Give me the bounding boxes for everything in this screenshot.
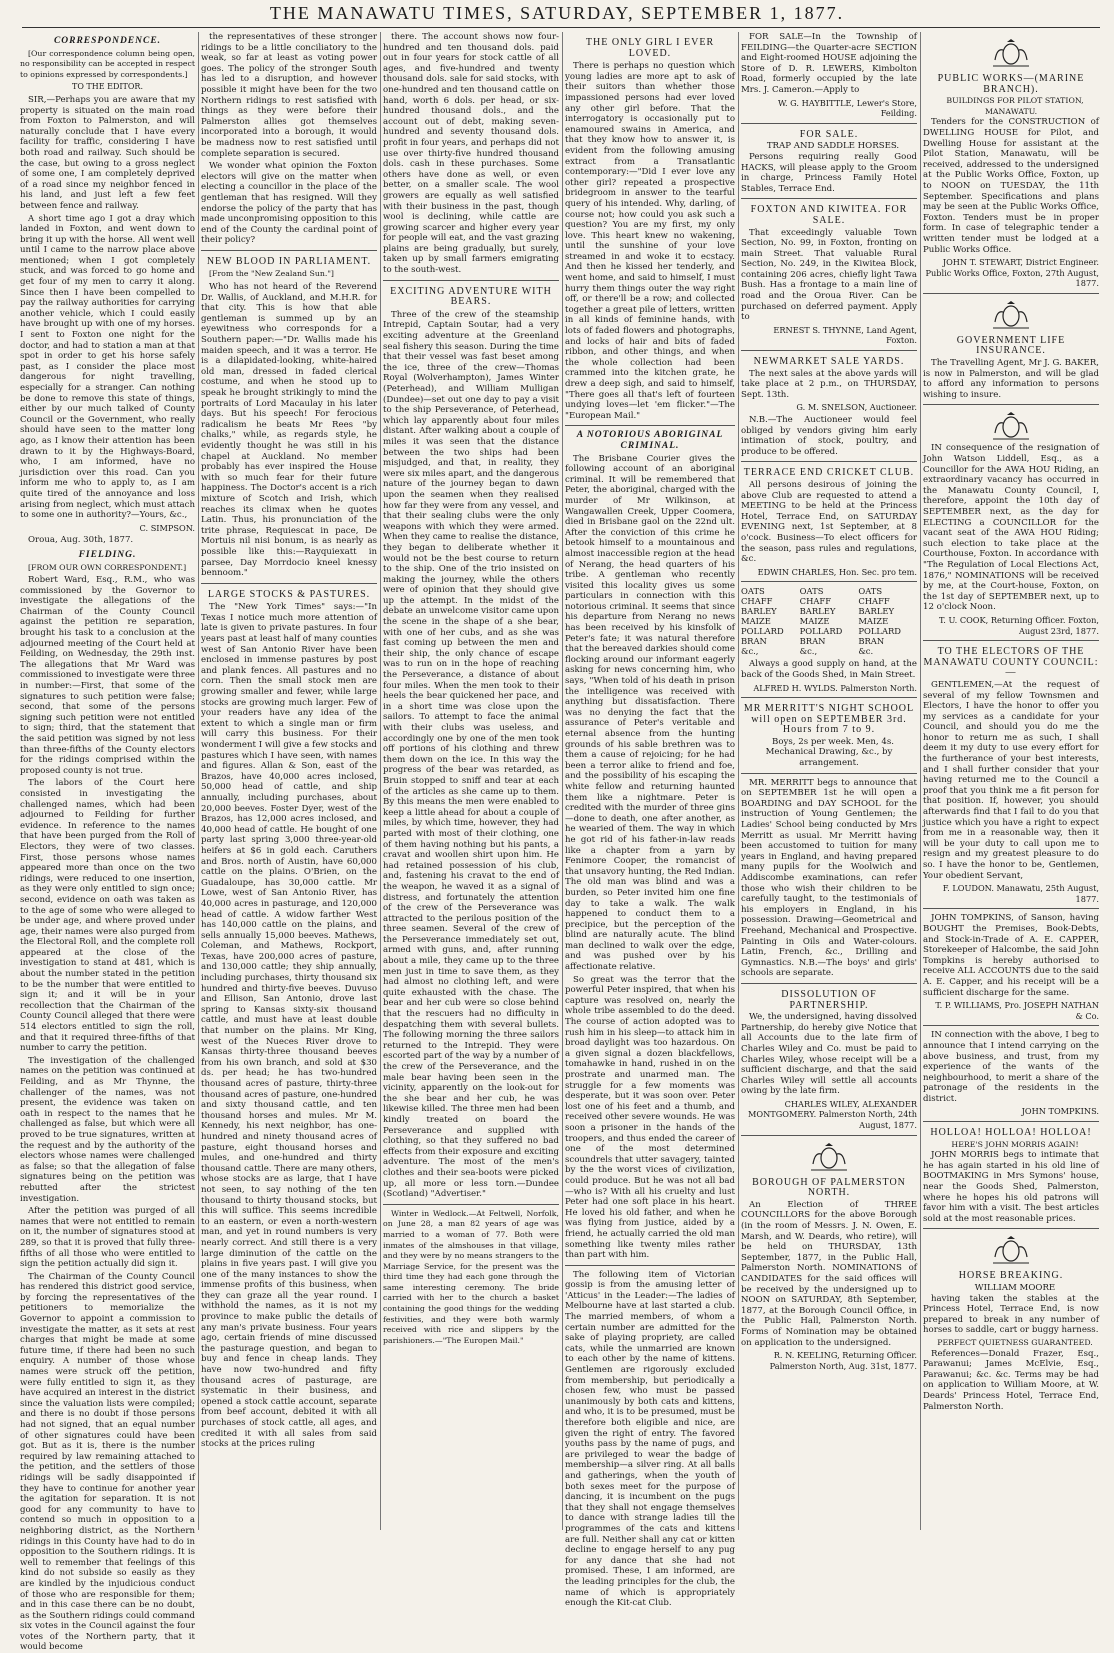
signature: ERNEST S. THYNNE, Land Agent, Foxton.	[773, 324, 917, 346]
ad-heading: TERRACE END CRICKET CLUB.	[743, 467, 915, 479]
advertisement: References—Donald Frazer, Esq., Parawanui; James McElvie, Esq., Parawanui; &c. &c. Terms may be had on application to William Moore, at W. Deards' Princess Hotel, Terrace End, Palmerston North.	[923, 1348, 1099, 1412]
royal-crest-icon	[807, 1142, 851, 1172]
advertisement: An Election of THREE COUNCILLORS for the above Borough (in the room of Messrs. J. N. Owen, E. Marsh, and W. Deards, who retire), will be held on THURSDAY, 13th September, 1877, in the Public Hall, Palmerston North. NOMINATIONS of CANDIDATES for the said offices will be received by the undersigned up to NOON on SATURDAY, 8th September, 1877, at the Borough Council Office, in the Public Hall, Palmerston North. Forms of Nomination may be obtained on application to the undersigned.	[741, 1199, 917, 1348]
divider	[565, 1265, 735, 1266]
divider	[741, 773, 917, 774]
article-paragraph: Winter in Wedlock.—At Feltwell, Norfolk, on June 28, a man 82 years of age was married to a woman of 77. Both were inmates of the almshouses in that village, and they were by no means strangers to the Marriage Service, for the present was the third time they had each gone through the same interesting ceremony. The bride carried with her to the church a basket containing the good things for the wedding festivities, and they were both warmly received with rice and slippers by the parishioners.—"The Europen Mail."	[383, 1208, 559, 1345]
produce-item: BARLEY	[858, 606, 895, 617]
dateline: Oroua, Aug. 30th, 1877.	[28, 535, 134, 546]
article-paragraph: Robert Ward, Esq., R.M., who was commissioned by the Governor to investigate the allegations of the Chairman of the County Council against the petition re separation, brought his task to a conclusion at the adjourned meeting of the Court held at Feilding, on Wednesday, the 29th inst. The allegations that Mr Ward was commissioned to investigate were three in number:—First, that some of the signatures to such petition were false; second, that some of the persons signing such petition were not entitled to sign; third, that the statement that the said petition was signed by not less than three-fifths of the County electors for the ridings comprised within the proposed county is not true.	[20, 575, 195, 776]
produce-item: MAIZE	[799, 616, 830, 627]
article-paragraph: After the petition was purged of all names that were not entitled to remain on it, the number of signatures stood at 289, so that it is proved that fully three-fifths of all those who were entitled to sign the petition actually did sign it.	[20, 1206, 195, 1270]
divider	[741, 461, 917, 462]
article-paragraph: there. The account shows now four-hundred and ten thousand dols. paid out in four years for stock cattle of all ages, and five-hundred and twenty thousand dols. sale for said stocks, with one-hundred and ten thousand cattle on hand, worth 6 dols. per head, or six-hundred thousand dols., and the account out of debt, making seven-hundred and seventy thousand dols. profit in four years, and perhaps did not use over thirty-five hundred thousand dols. cash in these purchases. Some others have done as well, or even better, on a smaller scale. The wool growers are equally as well satisfied with their business in the past, though wool is declining, while cattle are growing scarcer and higher every year for people will eat, and the vast grazing plains are being gradually, but surely, taken up by small farmers emigrating to the south-west.	[383, 32, 559, 276]
article-paragraph: The Chairman of the County Council has rendered this district good service, by forcing the representatives of the petitioners to memorialize the Governor to appoint a commission to investigate the matter, as it sets at rest charges that might be made at some future time, if there had been no such enquiry. A number of those whose names were struck off the petition, were fully entitled to sign it, as they have acquired an interest in the district since the valuation lists were compiled; and there is no doubt if those persons had not signed, that an equal number of other signatures could have been got. But as it is, there is the number required by law remaining attached to the petition, and the settlers of those ridings will be sadly disappointed if they have to continue for another year the agitation for separation. It is not good for any community to have to contend so much in opposition to a neighboring district, as the Northern ridings in this County have had to do in opposition to the Southern ridings. It is well to remember that feelings of this kind do not subside so easily as they are kindled by the injudicious conduct of those who are responsible for them; and in this case there can be no doubt, as the Southern ridings could command six votes in the Council against the four votes of the Northern party, that it would become	[20, 1271, 195, 1653]
produce-item: BRAN	[858, 636, 885, 647]
divider	[741, 350, 917, 351]
advertisement: MR. MERRITT begs to announce that on SEPTEMBER 1st he will open a BOARDING and DAY SCHOOL for the instruction of Young Gentlemen; the Ladies' School being conducted by Mrs Merritt as usual. Mr Merritt having been accustomed to tuition for many years in England, and having prepared many pupils for the Woolwich and Addiscombe examinations, can refer those who wish their children to be carefully taught, to the testimonials of his employers in England, in his possession. Drawing—Geometrical and Freehand, Mechanical and Prospective. Painting in Oils and Water-colours. Latin, French, &c., Drilling and Gymnastics. N.B.—The boys' and girls' schools are separate.	[741, 777, 917, 979]
editorial-note: [Our correspondence column being open, no responsibility can be accepted in respect to opinions expressed by correspondents.]	[20, 48, 195, 79]
ad-subheading: TRAP AND SADDLE HORSES.	[766, 141, 900, 152]
ad-heading: GOVERNMENT LIFE INSURANCE.	[956, 334, 1066, 357]
produce-item: POLLARD	[799, 626, 843, 637]
advertisement: having taken the stables at the Princess Hotel, Terrace End, is now prepared to break in any number of horses to saddle, cart or buggy harness.	[923, 1293, 1099, 1336]
ad-heading: DISSOLUTION OF PARTNERSHIP.	[781, 988, 877, 1011]
advertisement: JOHN TOMPKINS, of Sanson, having BOUGHT the Premises, Book-Debts, and Stock-in-Trade of A. E. CAPPER, Storekeeper of Halcombe, the said John Tompkins is hereby authorised to receive ALL ACCOUNTS due to the said A. E. Capper, and his receipt will be a sufficient discharge for the same.	[923, 913, 1099, 998]
signature: ALFRED H. WYLDS. Palmerston North.	[753, 682, 917, 693]
column-1	[20, 32, 196, 1653]
produce-item: &c.,	[741, 646, 759, 657]
divider	[741, 697, 917, 698]
article-paragraph: Who has not heard of the Reverend Dr. Wallis, of Auckland, and M.H.R. for that city. This is how that able gentleman is summed up by an eyewitness who corresponds for a Southern paper:—"Dr. Wallis made his maiden speech, and it was a terror. He is a dilapidated-looking, white-haired old man, dressed in faded clerical costume, and when he stood up to speak he brought strikingly to mind the portraits of Lord Macaulay in his later days. But his speech! For ferocious radicalism he beats Mr Rees "by chalks," while, as regards style, he evidently thought he was still in his chapel at Auckland. No member probably has ever inspired the House with so much fear for their future happiness. The Doctor's accent is a rich mixture of Scotch and Irish, which reaches its climax when he quotes Latin. Thus, his pronunciation of the trite phrase, Requiescat in pace, De Mortuis nil nisi bonum, is as nearly as possible like this:—Rayquiexatt in parsee, Day Morrdocio kneel knessy bennoom."	[201, 282, 377, 579]
advertisement: IN connection with the above, I beg to announce that I intend carrying on the above business, and trust, from my experience of the wants of the neighbourhood, to merit a share of the patronage of the residents in the district.	[923, 1030, 1099, 1104]
divider	[741, 983, 917, 984]
divider	[383, 280, 559, 281]
advertisement: Tenders for the CONSTRUCTION of DWELLING HOUSE for Pilot, and Dwelling House for assistant at the Pilot Station, Manawatu, will be received, addressed to the undersigned at the Public Works Office, Foxton, up to NOON on TUESDAY, the 11th September. Specifications and plans may be seen at the Public Works Office, Foxton. Tenders must be in proper form. In case of telegraphic tender a written tender must be lodged at a Public Works Office.	[923, 117, 1099, 255]
section-heading: EXCITING ADVENTURE WITH BEARS.	[390, 285, 552, 308]
advertisement: Boys, 2s per week. Men, 4s. Mechanical Drawing, &c., by arrangement.	[765, 736, 894, 769]
advertisement: The next sales at the above yards will take place at 2 p.m., on THURSDAY, Sept. 13th.	[741, 368, 917, 400]
section-heading: THE ONLY GIRL I EVER LOVED.	[585, 37, 715, 59]
divider	[383, 1204, 559, 1205]
royal-crest-icon	[989, 1235, 1033, 1265]
article-paragraph: The labors of the Court here consisted in investigating the challenged names, which had been adjourned to Feilding for further evidence. In reference to the names that have been purged from the Roll of Electors, they were of two classes. First, those persons whose names appeared more than once on the two ridings, were reduced to one insertion, as they were only entitled to sign once; second, evidence on oath was taken as to the age of some who were alleged to be under age, and where proved under age, their names were also purged from the Electoral Roll, and the complete roll appeared at the close of the investigation to stand at 481, which is about the number stated in the petition to be the number that were entitled to sign it; and it will be in your recollection that the Chairman of the County Council alleged that there were 514 electors entitled to sign the roll, and that it required three-fifths of that number to carry the petition.	[20, 778, 196, 1054]
ad-subheading: BUILDINGS FOR PILOT STATION, MANAWATU.	[946, 96, 1084, 116]
produce-item: CHAFF	[858, 596, 890, 607]
produce-item: OATS	[858, 586, 883, 597]
divider	[741, 198, 917, 199]
signature: T. P. WILLIAMS, Pro. JOSEPH NATHAN & Co.	[935, 1000, 1099, 1021]
article-paragraph: We wonder what opinion the Foxton electors will give on the matter when electing a councillor in the place of the gentleman that has resigned. Will they endorse the policy of the party that has made unconpromising opposition to this end of the County the cardinal point of their policy?	[201, 161, 377, 246]
article-paragraph: SIR,—Perhaps you are aware that my property is situated on the main road from Foxton to Palmerston, and will naturally conclude that I have every facility for traffic, considering I have both road and railway. Such should be the case, but owing to a gross neglect of some one, I am completely deprived of a road since my neighbor fenced in his land, and just left a few feet between fence and railway.	[20, 94, 195, 211]
ad-subheading: HERE'S JOHN MORRIS AGAIN!	[951, 1139, 1079, 1149]
divider	[201, 250, 377, 251]
signature: F. LOUDON. Manawatu, 25th August, 1877.	[942, 883, 1099, 904]
column-divider	[920, 32, 921, 1530]
divider	[923, 908, 1099, 909]
article-paragraph: The Brisbane Courier gives the following account of an aboriginal criminal. It will be remembered that Peter, the aboriginal, charged with the murder of Mr Wilkinson, at Wangawallen Creek, Upper Coomera, died in Brisbane gaol on the 22nd ult. After the conviction of this crime he betook himself to a mountainous and almost inaccessible region at the head of Nerang, the head quarters of his tribe. A gentleman who recently visited this locality gives us some particulars in connection with this notorious criminal. It seems that since his departure from Nerang no news has been received by his kinsfolk of Peter's fate; it was natural therefore that the bereaved darkies should come flocking around our informant eagerly asking for news concerning him, who says, "When told of his death in prison the intelligence was received with anything but dissatisfaction. There was no denying the fact that the assurance of Peter's veritable and eternal absence from the hunting grounds of his sable brethren was to them a cause of rejoicing; for he had been a terror alike to friend and foe, and the possibility of his escaping the white fellow and returning haunted them like a nightmare. Peter is credited with the murder of three gins—done to death, one after another, as he wearied of them. The way in which he got rid of his father-in-law reads like a chapter from a yarn by Fenimore Cooper, the romancist of that unsavory hunting, the Red Indian. The old man was blind and was a burden, so Peter invited him one fine day to take a walk. The walk happened to conduct them to a precipice, but the perception of the blind are naturally acute. The blind man declined to walk over the edge, and was pushed over by his affectionate relative.	[565, 453, 735, 973]
produce-item: &c.,	[799, 646, 818, 657]
ad-heading: PUBLIC WORKS—(MARINE BRANCH).	[937, 73, 1085, 95]
ad-subheading: WILLIAM MOORE	[974, 1283, 1056, 1293]
royal-crest-icon	[989, 411, 1033, 441]
produce-item: MAIZE	[858, 616, 889, 627]
advertisement: GENTLEMEN,—At the request of several of my fellow Townsmen and Electors, I have the honor to offer you my services as a candidate for your Council, and should you do me the honor to return me as such, I shall deem it my duty to use every effort for the furtherance of your best interests, and I shall further consider that your having returned me to the Council a proof that you think me a fit person for that position. If, however, you should afterwards find that I fail to do you that justice which you have a right to expect from me in a reasonable way, then it will be your duty to call upon me to resign and my greatest pleasure to do so. I have the honor to be, Gentlemen, Your obedient Servant,	[923, 679, 1099, 881]
divider	[741, 1135, 917, 1136]
advertisement: IN consequence of the resignation of John Watson Liddell, Esq., as a Councillor for the AWA HOU Riding, an extraordinary vacancy has occurred in the Manawatu County Council, I, therefore, appoint the 10th day of SEPTEMBER next, as the day for ELECTING a COUNCILLOR for the vacant seat of the AWA HOU Riding; such election to take place at the Courthouse, Foxton. In accordance with "The Regulation of Local Elections Act, 1876," NOMINATIONS will be received by me, at the Court-house, Foxton, on the 1st day of SEPTEMBER next, up to 12 o'clock Noon.	[923, 443, 1099, 613]
divider	[741, 581, 917, 582]
advertisement: JOHN MORRIS begs to intimate that he has again started in his old line of BOOTMAKING in Mrs Symons' house, near the Goods Shed, Palmerston, where he hopes his old patrons will favor him with a visit. The best articles sold at the most reasonable prices.	[923, 1150, 1099, 1224]
divider	[923, 640, 1099, 641]
column-divider	[380, 32, 381, 1530]
divider	[923, 404, 1099, 405]
divider	[565, 425, 735, 426]
advertisement: All persons desirous of joining the above Club are requested to attend a MEETING to be held at the Princess Hotel, Terrace End, on SATURDAY EVENING next, 1st September, at 8 o'cock. Business—To elect officers for the season, pass rules and regulations, &c.	[741, 479, 917, 565]
produce-item: POLLARD	[741, 626, 784, 637]
produce-item: OATS	[741, 586, 765, 597]
divider	[923, 1025, 1099, 1026]
divider	[201, 583, 377, 584]
column-5	[741, 32, 917, 1530]
royal-crest-icon	[989, 300, 1033, 330]
advertisement: FOR SALE—In the Township of FEILDING—the Quarter-acre SECTION and Eight-roomed HOUSE adjoining the Store of D. R. LEWERS, Kimbolton Road, formerly occupied by the late Mrs. J. Cameron.—Apply to	[741, 32, 917, 95]
ad-heading: MR MERRITT'S NIGHT SCHOOL will open on SEPTEMBER 3rd. Hours from 7 to 9.	[743, 703, 915, 736]
produce-item: CHAFF	[741, 596, 773, 607]
byline: [From the "New Zealand Sun."]	[209, 269, 334, 279]
produce-item: BARLEY	[799, 606, 836, 617]
ad-heading: FOXTON AND KIWITEA. FOR SALE.	[750, 204, 908, 226]
sub-heading: TO THE EDITOR.	[71, 82, 143, 92]
ad-heading: NEWMARKET SALE YARDS.	[753, 356, 905, 368]
section-heading: CORRESPONDENCE.	[53, 36, 162, 46]
divider	[923, 293, 1099, 294]
produce-item: OATS	[799, 586, 824, 597]
column-6	[923, 32, 1099, 1530]
produce-item: CHAFF	[799, 596, 832, 607]
signature: G. M. SNELSON, Auctioneer.	[796, 402, 917, 413]
article-paragraph: A short time ago I got a dray which landed in Foxton, and went down to bring it up with the horse. All went well until I came to the narrow place above mentioned; when I got completely stuck, and was forced to go home and get four of my men to carry it along. Since then I have been compelled to pay the railway authorities for carrying another vehicle, which I could easily have brought up with one of my horses. I sent to Foxton one night for the doctor, and had to station a man at that spot in order to get his horse safely past, as I consider the place most dangerous for night travelling, especially for a stranger. Can nothing be done to remove this state of things, either by our much talked of County Council or the Government, who really should have seen to the matter long ago, as I know their attention has been drawn to it by the Highways-Board, who, I am informed, have no jurisdiction over this road. Can you inform me who to apply to, as I am quite tired of the annoyance and loss arising from neglect, which must attach to some one in authority?—Yours, &c.,	[20, 213, 195, 521]
column-divider	[198, 32, 199, 1530]
advertisement: That exceedingly valuable Town Section, No. 99, in Foxton, fronting on main Street. That valuable Rural Section, No. 249, in the Kiwitea Block, containing 206 acres, chiefly light Tawa Bush. Has a frontage to a main line of road and the Oroua River. Can be purchased on deferred payment. Apply to	[741, 227, 917, 323]
column-3	[383, 32, 559, 1530]
produce-item: MAIZE	[741, 616, 771, 627]
column-divider	[562, 32, 563, 1530]
advertisement: Persons requiring really Good HACKS, will please apply to the Groom in charge, Princess Family Hotel Stables, Terrace End.	[741, 151, 917, 194]
masthead-rule	[22, 27, 1100, 28]
signature: JOHN T. STEWART, District Engineer. Public Works Office, Foxton, 27th August, 1877.	[925, 257, 1099, 289]
advertisement: N.B.—The Auctioneer would feel obliged by vendors giving him early intimation of stock, poultry, and produce to be offered.	[741, 415, 917, 457]
section-heading: NEW BLOOD IN PARLIAMENT.	[206, 255, 372, 267]
article-paragraph: The investigation of the challenged names on the petition was continued at Feilding, and as Mr Thynne, the challenger of the names, was not present, the evidence was taken on oath in respect to the names that he challenged as false, but which were all proved to be true signatures, written at the request and by the authority of the electors whose names were challenged as false; so that the allegation of false signatures being on the petition was rebutted after the strictest investigation.	[20, 1055, 195, 1204]
advertisement: The Travelling Agent, Mr J. G. BAKER, is now in Palmerston, and will be glad to afford any information to persons wishing to insure.	[923, 358, 1099, 400]
produce-item: BRAN	[799, 636, 826, 647]
section-heading: FIELDING.	[78, 549, 137, 560]
article-paragraph: The "New York Times" says:—"In Texas I notice much more attention of late is given to private pastures. In four years past at least half of many counties west of San Antonio River have been enclosed in immense pastures by post and plank fences. All pastures and no corn. Then the small stock men are growing smaller and fewer, while large stocks are growing much larger. Few of your readers have any idea of the extent to which a single man or firm will carry this business. For their wonderment I will give a few stocks and pastures which I have seen, with names and figures. Allan & Son, east of the Brazos, have 40,000 acres inclosed, 50,000 head of cattle, and ship annually, including purchases, about 20,000 beeves. Foster Dyer, west of the Brazos, has 12,000 acres inclosed, and 40,000 head of cattle. He bought of one party last spring 3,000 three-year-old heifers at $6 in gold each. Caruthers and Bros. north of Austin, have 60,000 cattle on the plains. O'Brien, on the Guadaloupe, has 30,000 cattle. Mr Lowe, west of San Antonio River, has 40,000 acres in pasturage, and 120,000 head of cattle. A widow farther West has 140,000 cattle on the plains, and sells annually 15,000 beeves. Mathews, Coleman, and Mathews, Rockport, Texas, have 200,000 acres of pasture, and 130,000 cattle; they ship annually, including purchases, thirty thousand six hundred and thirty-five beeves. Duvuso and Ellison, San Antonio, drove last spring to Kansas sixty-six thousand cattle, and must have at least double that number on the plains. Mr King, west of the Nueces River drove to Kansas thirty-three thousand beeves from his own branch, and sold at $30 ds. per head; he has two-hundred thousand acres of pasture, thirty-three thousand acres of pasture, one-hundred and sixty thousand cattle, and ten thousand horses and mules. Mr M. Kennedy, his next neighbor, has one-hundred and ninety thousand acres of pasture, eight thousand horses and mules, and one-hundred and thirty thousand cattle. There are many others, whose stocks are as large, that I have not seen, to say nothing of the ten thousand to thirty thousand stocks, but this will suffice. This seems incredible to an eastern, or even a north-western man, and yet in round numbers is very nearly correct. And still there is a very large diminution of the cattle on the plains in five years past. I will give you one of the many instances to show the immense profits of this business, when they can graze all the year round. I withhold the names, as it is not my province to make public the details of any man's private business. Four years ago, certain friends of mine discussed the pasturage question, and began to buy and fence in cheap lands. They have now two-hundred and fifty thousand acres of pasturage, are systematic in their business, and opened a stock cattle account, separate from beef account, debited it with all purchases of stock cattle, all ages, and credited it with all sales from said stocks at the prices ruling	[201, 602, 377, 1450]
ad-heading: FOR SALE.	[799, 128, 859, 140]
section-heading: LARGE STOCKS & PASTURES.	[207, 588, 371, 600]
divider	[741, 123, 917, 124]
column-4	[565, 32, 735, 1609]
royal-crest-icon	[989, 38, 1033, 68]
signature: EDWIN CHARLES, Hon. Sec. pro tem.	[757, 566, 917, 577]
produce-item: BRAN	[741, 636, 767, 647]
article-paragraph: Three of the crew of the steamship Intrepid, Captain Soutar, had a very exciting adventure at the Greenland seal fishery this season. During the time that their vessel was fast beset among the ice, three of the crew—Thomas Royal (Wolverhampton), James Winter (Peterhead), and William Mulligan (Dundee)—set out one day to pay a visit to the ship Perseverance, of Peterhead, which lay apparently about four miles distant. After walking about a couple of miles it was seen that the distance between the two ships had been misjudged, and that, in reality, they were six miles apart, and the dangerous nature of the journey began to dawn upon the seamen when they realised how far they were from any vessel, and that their sealing clubs were the only weapons with which they were armed. When they came to realise the distance, they began to deliberate whether it would not be the best course to return to the ship. One of the trio insisted on making the journey, while the others were of opinion that they should give up the attempt. In the midst of the debate an unwelcome visitor came upon the scene in the shape of a she bear, with one of her cubs, and as she was fast coming up between the men and their ship, the only chance of escape was to run on in the hope of reaching the Perseverance, a distance of about four miles. When the men took to their heels the bear quickened her pace, and in a short time was close upon the sailors. To attempt to face the animal with their clubs was useless, and accordingly one by one of the men took off portions of his clothing and threw them down on the ice. In this way the progress of the bear was retarded, as Bruin stopped to sniff and tear at each of the articles as she came up to them. By this means the men were enabled to keep a little ahead for about a couple of miles, by which time, however, they had parted with most of their clothing, one of them having nothing but his pants, a cravat and woollen shirt upon him. He had retained possession of his club, and, fastening his cravat to the end of the weapon, he waved it as a signal of distress, and fortunately the attention of the crew of the Perseverance was attracted to the perilous position of the three seamen. Several of the crew of the Perseverance immediately set out, armed with guns, and, after running about a mile, they came up to the three men just in time to save them, as they had almost no clothing left, and were quite exhausted with the chase. The bear and her cub were so close behind that the rescuers had no difficulty in despatching them with several bullets. The following morning the three sailors returned to the Intrepid. They were escorted part of the way by a number of the crew of the Perseverance, and the male bear having been seen in the vicinity, apparently on the look-out for the she bear and her cub, he was likewise killed. The three men had been kindly treated on board the Perseverance and supplied with clothing, so that they suffered no bad effects from their exposure and exciting adventure. The most of the men's clothes and their sea-boots were picked up, all more or less torn.—Dundee (Scotland) "Advertiser."	[383, 309, 559, 1200]
advertisement: We, the undersigned, having dissolved Partnership, do hereby give Notice that all Accounts due to the late firm of Charles Wiley and Co. must be paid to Charles Wiley, whose receipt will be a sufficient discharge, and that the said Charles Wiley will settle all accounts owing by the late firm.	[741, 1012, 917, 1097]
ad-heading: TO THE ELECTORS OF THE MANAWATU COUNTY COUNCIL:—	[923, 646, 1099, 679]
ad-heading: HOLLOA! HOLLOA! HOLLOA!	[930, 1127, 1092, 1139]
signature: W. G. HAYBITTLE, Lewer's Store, Feilding.	[777, 97, 917, 119]
signature: R. N. KEELING, Returning Officer. Palmerston North, Aug. 31st, 1877.	[769, 1350, 917, 1371]
produce-item: &c.	[858, 646, 874, 657]
signature: T. U. COOK, Returning Officer. Foxton, August 23rd, 1877.	[939, 614, 1099, 636]
produce-list	[741, 586, 917, 656]
ad-heading: BOROUGH OF PALMERSTON NORTH.	[752, 1176, 906, 1199]
article-paragraph: The following item of Victorian gossip is from the amusing letter of 'Atticus' in the Leader:—The ladies of Melbourne have at last started a club. The married members, of whom a certain number are admitted for the sake of playing propriety, are called cats, while the unmarried are known to each other by the name of kittens. Gentlemen are rigorously excluded from membership, but periodically a chosen few, who must be passed unanimously by both cats and kittens, and who, it is to be presumed, must be therefore both eligible and nice, are given the right of entry. The favored youths pass by the name of pugs, and are privileged to wear the badge of membership—a silver ring. At all balls and gatherings, when the youth of both sexes meet for the purpose of dancing, it is incumbent on the pugs that they shall not engage themselves to dance with strange ladies till the programmes of the cats and kittens are full. Neither shall any cat or kitten decline to engage herself to any pug for any dance that she had not promised. These, I am informed, are the leading principles for the club, the name of which is appropriately enough the Kit-cat Club.	[565, 1269, 735, 1609]
signature: CHARLES WILEY, ALEXANDER MONTGOMERY. Palmerston North, 24th August, 1877.	[747, 1098, 917, 1131]
article-paragraph: the representatives of these stronger ridings to be a little conciliatory to the weak, so far at least as voting power goes. The policy of the stronger South has led to a disruption, and however possible it might have been for the two Northern ridings to rest satisfied with things as they were before their Palmerston allies got themselves incorporated into a borough, it would be madness now to rest satisfied until complete separation is secured.	[201, 32, 377, 159]
ad-heading: HORSE BREAKING.	[958, 1270, 1064, 1282]
signature: C. SIMPSON.	[139, 522, 195, 533]
masthead: THE MANAWATU TIMES, SATURDAY, SEPTEMBER 1, 1877.	[269, 3, 845, 23]
article-paragraph: There is perhaps no question which young ladies are more apt to ask of their suitors than whether those impassioned persons had ever loved any other girl before. That the interrogatory is occasionally put to enamoured swains in America, and that they know how to answer it, is evident from the following amusing extract from a Transatlantic contemporary:—"Did I ever love any other girl? repeated a prospective bridegroom in answer to the tearful query of his intended. Why, darling, of course not; how could you ask such a question? You are my first, my only love. This heart knew no wakening, until the sunshine of your love streamed in and woke it to ecstacy. And then he kissed her tenderly, and went home, and said to himself, I must hurry them things outer the way right off, or there'll be a row; and collected together a great pile of letters, written in all kinds of feminine hands, with lots of faded flowers and photographs, and locks of hair and bits of faded ribbon, and other things, and when the whole collection had been crammed into the kitchen grate, he drew a deep sigh, and said to himself, "There goes all that's left of fourteen undying loves—let 'em flicker."—The "European Mail."	[565, 61, 735, 421]
produce-item: BARLEY	[741, 606, 777, 617]
divider	[923, 1228, 1099, 1229]
column-divider	[738, 32, 739, 1530]
signature: JOHN TOMPKINS.	[1021, 1106, 1099, 1117]
section-heading: A NOTORIOUS ABORIGINAL CRIMINAL.	[576, 430, 724, 451]
column-2	[201, 32, 377, 1530]
advertisement: Always a good supply on hand, at the back of the Goods Shed, in Main Street.	[741, 659, 917, 680]
divider	[923, 1121, 1099, 1122]
ad-subheading: PERFECT QUIETNESS GUARANTEED.	[937, 1337, 1093, 1347]
article-paragraph: So great was the terror that the powerful Peter inspired, that when his capture was resolved on, nearly the whole tribe assembled to do the deed. The course of action adopted was to rush him in his sleep—to attack him in broad daylight was too hazardous. On a given signal a dozen blackfellows, tomahawke in hand, rushed in on the prostrate and unarmed man. The struggle for a few moments was desperate, but it was soon over. Peter lost one of his feet and a thumb, and received other severe wounds. He was soon a prisoner in the hands of the troopers, and thus ended the career of one of the most determined scoundrels that utter savagery, tainted by the the worst vices of civilization, could produce. But he was not all bad—who is? With all his cruelty and lust Peter had one soft place in his heart. He loved his old father, and when he was flying from justice, aided by a friend, he actually carried the old man something like twenty miles rather than part with him.	[565, 974, 735, 1261]
byline: [FROM OUR OWN CORRESPONDENT.]	[28, 562, 187, 572]
produce-item: POLLARD	[858, 626, 902, 637]
